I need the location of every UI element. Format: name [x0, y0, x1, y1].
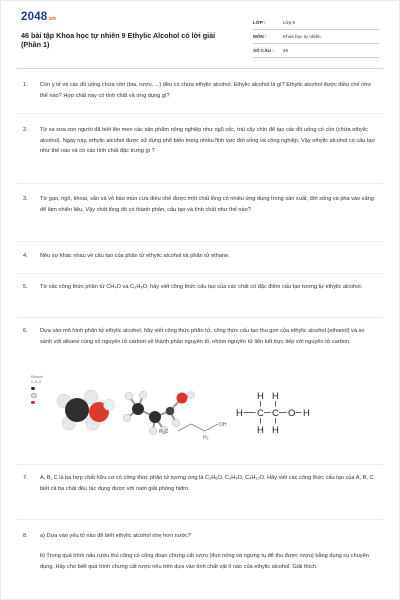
question-divider [17, 273, 383, 274]
svg-text:C: C [272, 408, 279, 419]
svg-text:H: H [303, 408, 310, 419]
ethanol-models [31, 371, 371, 466]
meta-label: SỐ CÂU : [253, 48, 274, 53]
svg-text:H: H [257, 425, 264, 436]
question-number: 4. [23, 253, 28, 259]
question-number: 7. [23, 475, 28, 481]
question-text: Từ các công thức phân tử CH₄O và C₃H₈O, hãy viết công thức cấu tạo của các chất có đặc điểm cấu tạo tương tự ethylic alcohol. [40, 284, 363, 290]
space-filling-model [57, 390, 115, 430]
question-divider [17, 317, 383, 318]
question-text: Nêu sự khác nhau về cấu tạo của phân tử ethylic alcohol và phân tử ethane. [40, 253, 230, 259]
ethanol-figure [31, 371, 371, 466]
question-number: 8. [23, 533, 28, 539]
question-text: Dựa vào mô hình phân tử ethylic alcohol, hãy viết công thức phân tử, công thức cấu tạo thu gọn của ethylic alcohol (ethanol) và so sánh với alkane cùng số nguyên tử carbon về thành phần nguyên tố, nhóm nguyên tử liên kết trực tiếp với nguyên tử carbon. [40, 328, 365, 345]
meta-value: 46 [283, 48, 289, 53]
question-divider [17, 241, 383, 242]
question-number: 3. [23, 196, 28, 202]
question-text: a) Dựa vào yếu tố nào để biết ethylic alcohol nhẹ hơn nước? [40, 533, 192, 539]
meta-row-count [253, 44, 379, 58]
question-number: 5. [23, 284, 28, 290]
meta-row-class [253, 16, 379, 30]
meta-value: Lớp 9 [283, 20, 295, 25]
question-divider [17, 519, 383, 520]
legend-title: Ethanol [31, 375, 43, 379]
svg-text:H: H [257, 391, 264, 402]
meta-row-subject [253, 30, 379, 44]
svg-text:C: C [257, 408, 264, 419]
question-divider [17, 113, 383, 114]
meta-table [253, 16, 379, 58]
question-divider [17, 464, 383, 465]
site-logo[interactable] [21, 11, 56, 23]
meta-label: LỚP : [253, 20, 266, 25]
meta-label: MÔN : [253, 34, 267, 39]
legend-formula: C₂H₅O [31, 379, 42, 384]
question-divider [17, 183, 383, 184]
skeletal-formula [178, 424, 218, 431]
svg-text:H: H [236, 408, 243, 419]
question-number: 6. [23, 328, 28, 334]
svg-text:H: H [272, 425, 279, 436]
page-title: 46 bài tập Khoa học tự nhiên 9 Ethylic Alcohol có lời giải (Phần 1) [21, 31, 216, 49]
question-text: Từ gạo, ngô, khoai, sắn và vỏ bào mùn cưa điều chế được một chất lỏng có nhiều ứng dụng trong sản xuất, đời sống và pha vào xăng để làm nhiên liệu. Vậy chất lỏng đó có thành phần, cấu tạo và tính chất như thế nào? [40, 196, 374, 213]
question-text: Cồn y tế và các đồ uống chứa cồn (bia, rượu, ...) đều có chứa ethylic alcohol. Ethylic alcohol là gì? Ethylic alcohol được điều chế như thế nào? Hợp chất này có tính chất và ứng dụng gì? [40, 82, 372, 99]
question-number: 2. [23, 127, 28, 133]
question-text: b) Trong quá trình nấu rượu thủ công có công đoạn chưng cất rượu (đun nóng và ngưng tụ để thu được rượu) bằng dụng cụ chuyên dụng. Hãy cho biết quá trình chưng cất rượu nêu trên dựa vào tính chất vật lí nào của ethylic alcohol. Giải thích. [40, 553, 369, 570]
header-divider [17, 68, 383, 69]
skeletal-h3c: H₃C [159, 429, 169, 435]
structural-formula [236, 391, 310, 436]
skeletal-oh: OH [219, 422, 227, 428]
meta-value: Khoa học tự nhiên [283, 34, 321, 39]
document-page [1, 1, 399, 599]
logo-suffix: .vn [47, 16, 56, 22]
svg-text:O: O [288, 408, 296, 419]
question-text: Từ xa xưa con người đã biết lên men các sản phẩm nông nghiệp như ngũ cốc, trái cây chín để tạo các đồ uống có cồn (chứa ethylic alcohol). Ngày nay, ethylic alcohol được sử dụng phổ biến trong nhiều lĩnh vực đời sống và công nghiệp. Vậy ethylic alcohol có cấu tạo như thế nào và có các tính chất đặc trưng gì ? [40, 127, 375, 154]
question-text: A, B, C là ba hợp chất hữu cơ có công thức phân tử tương ứng là C₂H₆O, C₃H₈O, C₄H₁₀O. Hãy viết các công thức cấu tạo của A, B, C biết cả ba chất đều tác dụng được với natri giải phóng hiđro. [40, 475, 374, 492]
logo-text: 2048 [21, 11, 48, 23]
question-number: 1. [23, 82, 28, 88]
skeletal-h2: H₂ [203, 435, 209, 441]
svg-text:H: H [272, 391, 279, 402]
